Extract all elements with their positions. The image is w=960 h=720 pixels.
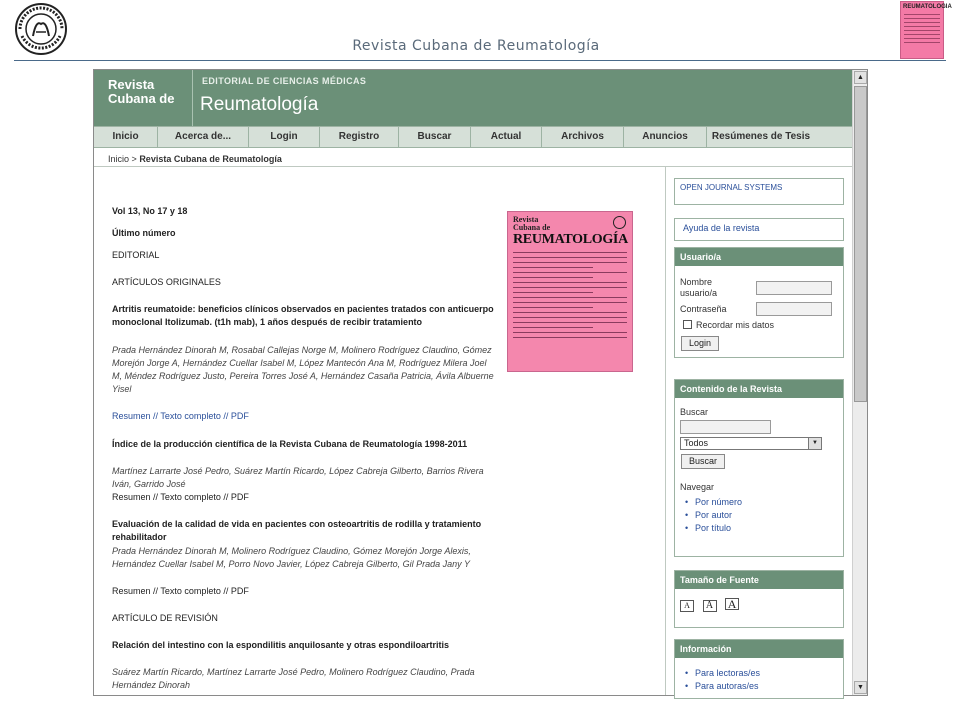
nav-login[interactable]: Login bbox=[249, 127, 320, 147]
article-title: Evaluación de la calidad de vida en pacientes con osteoartritis de rodilla y tratamiento rehabilitador bbox=[112, 519, 482, 542]
breadcrumb-current[interactable]: Revista Cubana de Reumatología bbox=[139, 154, 282, 164]
breadcrumb bbox=[108, 154, 282, 164]
browser-viewport bbox=[93, 69, 868, 696]
browse-by-author-link[interactable]: • Por autor bbox=[681, 509, 742, 522]
information-heading: Información bbox=[675, 640, 843, 658]
browse-label: Navegar bbox=[680, 482, 715, 492]
site-header bbox=[94, 70, 853, 126]
cover-thumbnail-title: REUMATOLOGIA bbox=[903, 4, 952, 10]
font-medium-button[interactable]: A bbox=[703, 600, 717, 612]
remember-checkbox[interactable] bbox=[683, 320, 692, 329]
article-links[interactable]: Resumen // Texto completo // PDF bbox=[112, 492, 249, 502]
article-links[interactable]: Resumen // Texto completo // PDF bbox=[112, 586, 249, 596]
article-links[interactable]: Resumen // Texto completo // PDF bbox=[112, 411, 249, 421]
main-nav bbox=[94, 126, 853, 148]
site-brand[interactable]: Revista Cubana de bbox=[108, 77, 175, 106]
browse-by-title-link[interactable]: • Por título bbox=[681, 522, 742, 535]
ojs-box bbox=[674, 178, 844, 205]
nav-actual[interactable]: Actual bbox=[471, 127, 542, 147]
font-size-box bbox=[674, 570, 844, 628]
section-articulos-originales: ARTÍCULOS ORIGINALES bbox=[112, 277, 221, 287]
username-label: Nombre usuario/a bbox=[680, 277, 718, 298]
nav-inicio[interactable]: Inicio bbox=[94, 127, 158, 147]
font-small-button[interactable]: A bbox=[680, 600, 694, 612]
slide-title: Revista Cubana de Reumatología bbox=[352, 38, 600, 54]
username-input[interactable] bbox=[756, 281, 832, 295]
font-large-button[interactable]: A bbox=[725, 598, 739, 610]
search-label: Buscar bbox=[680, 407, 709, 417]
search-scope-select[interactable]: Todos ▼ bbox=[680, 437, 822, 450]
article-title: Relación del intestino con la espondilitis anquilosante y otras espondiloartritis bbox=[112, 640, 450, 650]
scroll-up-icon[interactable]: ▲ bbox=[854, 71, 867, 84]
header-divider bbox=[192, 70, 193, 126]
browse-by-issue-link[interactable]: • Por número bbox=[681, 496, 742, 509]
nav-resumenes-tesis[interactable]: Resúmenes de Tesis bbox=[711, 131, 811, 142]
search-button[interactable]: Buscar bbox=[681, 454, 725, 469]
information-list bbox=[681, 667, 760, 693]
remember-label: Recordar mis datos bbox=[696, 320, 775, 330]
nav-acerca[interactable]: Acerca de... bbox=[158, 127, 249, 147]
journal-content-box bbox=[674, 379, 844, 557]
cover-thumbnail bbox=[900, 1, 952, 59]
scroll-thumb[interactable] bbox=[854, 86, 867, 402]
journal-title: Reumatología bbox=[200, 94, 319, 115]
sidebar-divider bbox=[665, 167, 666, 695]
information-box bbox=[674, 639, 844, 699]
breadcrumb-home[interactable]: Inicio bbox=[108, 154, 130, 164]
scroll-down-icon[interactable]: ▼ bbox=[854, 681, 867, 694]
vertical-scrollbar[interactable] bbox=[852, 70, 867, 695]
slide-divider bbox=[14, 60, 946, 61]
nav-buscar[interactable]: Buscar bbox=[399, 127, 471, 147]
article-title: Índice de la producción científica de la Revista Cubana de Reumatología 1998-2011 bbox=[112, 439, 468, 449]
for-readers-link[interactable]: • Para lectoras/es bbox=[681, 667, 760, 680]
article-authors: Suárez Martín Ricardo, Martínez Larrarte José Pedro, Molinero Rodríguez Claudino, Prada Hernández Dinorah bbox=[112, 667, 475, 690]
publisher-name: EDITORIAL DE CIENCIAS MÉDICAS bbox=[202, 76, 367, 86]
journal-help-link[interactable]: Ayuda de la revista bbox=[683, 223, 760, 233]
cover-seal-icon bbox=[613, 216, 626, 229]
article-authors: Martínez Larrarte José Pedro, Suárez Martín Ricardo, López Cabreja Gilberto, Barrios Rivera Iván, Garrido José bbox=[112, 466, 484, 489]
latest-issue-label: Último número bbox=[112, 228, 176, 238]
search-input[interactable] bbox=[680, 420, 771, 434]
user-box-heading: Usuario/a bbox=[675, 248, 843, 266]
browse-list bbox=[681, 496, 742, 535]
section-articulo-revision: ARTÍCULO DE REVISIÓN bbox=[112, 613, 218, 623]
nav-archivos[interactable]: Archivos bbox=[542, 127, 624, 147]
font-size-heading: Tamaño de Fuente bbox=[675, 571, 843, 589]
journal-content-heading: Contenido de la Revista bbox=[675, 380, 843, 398]
remember-me[interactable] bbox=[683, 320, 774, 330]
chevron-down-icon: ▼ bbox=[808, 438, 821, 449]
ojs-link[interactable]: OPEN JOURNAL SYSTEMS bbox=[680, 183, 783, 192]
cover-title: REUMATOLOGÍA bbox=[513, 232, 628, 247]
section-editorial: EDITORIAL bbox=[112, 250, 160, 260]
article-authors: Prada Hernández Dinorah M, Molinero Rodríguez Claudino, Gómez Morejón Jorge Alexis, Hernández Cuellar Isabel M, Porro Novo Javier, López Cabreja Gilberto, Gil Prada Jany Y bbox=[112, 546, 471, 569]
nav-registro[interactable]: Registro bbox=[320, 127, 399, 147]
breadcrumb-divider bbox=[94, 166, 853, 167]
password-input[interactable] bbox=[756, 302, 832, 316]
for-authors-link[interactable]: • Para autoras/es bbox=[681, 680, 760, 693]
breadcrumb-separator: > bbox=[131, 154, 137, 164]
login-button[interactable]: Login bbox=[681, 336, 719, 351]
article-authors: Prada Hernández Dinorah M, Rosabal Callejas Norge M, Molinero Rodríguez Claudino, Gómez Morejón Jorge A, Hernández Cuellar Isabel M, López Mantecón Ana M, Rodríguez Milera Joel M, Méndez Rodríguez Justo, Pereira Torres José A, Hernández Casaña Patricia, Ávila Albuerne Yisel bbox=[112, 345, 494, 394]
help-box bbox=[674, 218, 844, 241]
user-box bbox=[674, 247, 844, 358]
nav-anuncios[interactable]: Anuncios bbox=[624, 127, 707, 147]
article-title: Artritis reumatoide: beneficios clínicos observados en pacientes tratados con anticuerpo monoclonal Itolizumab. (t1h mab), 1 años después de recibir tratamiento bbox=[112, 304, 494, 327]
password-label: Contraseña bbox=[680, 304, 727, 314]
issue-cover-image[interactable]: Revista Cubana de REUMATOLOGÍA bbox=[507, 211, 633, 372]
issue-heading: Vol 13, No 17 y 18 bbox=[112, 206, 188, 216]
